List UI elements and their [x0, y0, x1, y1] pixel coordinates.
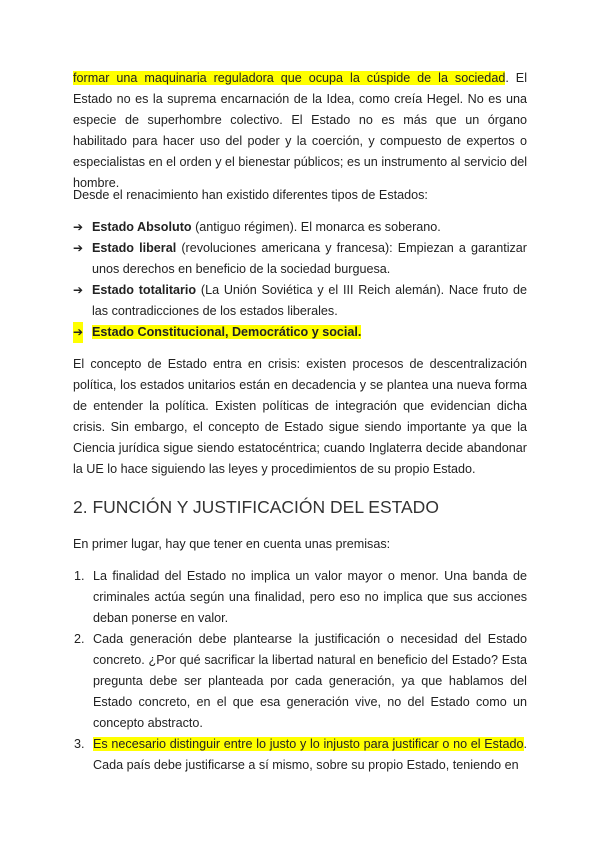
intro-text: . El Estado no es la suprema encarnación de la Idea, como creía Hegel. No es una especie de superhombre colectivo. El Estado no es más que un órgano habilitado para hacer uso del poder y la coerción, y compuesto de expertos o especialistas en el orden y el bienestar públicos; es un instrumento al servicio del hombre. [73, 71, 527, 190]
types-intro: Desde el renacimiento han existido diferentes tipos de Estados: [73, 188, 428, 202]
intro-highlight: formar una maquinaria reguladora que ocupa la cúspide de la sociedad [73, 71, 506, 85]
arrow-icon: ➔ [73, 322, 83, 343]
state-type-name: Estado totalitario [92, 283, 197, 297]
list-item [73, 217, 527, 238]
list-item [73, 238, 527, 280]
state-types-list [73, 217, 527, 343]
intro-paragraph [73, 68, 527, 194]
premises-intro: En primer lugar, hay que tener en cuenta unas premisas: [73, 537, 391, 551]
arrow-icon: ➔ [73, 283, 84, 297]
state-type-name: Estado Absoluto [92, 220, 192, 234]
state-type-desc: (antiguo régimen). El monarca es soberano. [191, 220, 441, 234]
list-item [73, 566, 527, 629]
state-type-name: Estado Constitucional, Democrático y social. [92, 325, 362, 339]
crisis-paragraph: El concepto de Estado entra en crisis: existen procesos de descentralización política, los estados unitarios están en decadencia y se plantea una nueva forma de entender la política. Existen políticas de integración que evidencian dicha crisis. Sin embargo, el concepto de Estado sigue siendo importante ya que la Ciencia jurídica sigue siendo estatocéntrica; cuando Inglaterra decide abandonar la UE lo hace siguiendo las leyes y procedimientos de su propio Estado. [73, 357, 527, 476]
item-number: 3. [74, 737, 85, 751]
arrow-icon: ➔ [73, 241, 84, 255]
item-number: 2. [74, 632, 85, 646]
premise-highlight: Es necesario distinguir entre lo justo y lo injusto para justificar o no el Estado [93, 737, 524, 751]
arrow-icon: ➔ [73, 220, 84, 234]
state-type-name: Estado liberal [92, 241, 177, 255]
list-item [73, 629, 527, 734]
premises-list [73, 566, 527, 776]
item-number: 1. [74, 569, 85, 583]
premise-text: . Cada país debe justificarse a sí mismo, sobre su propio Estado, teniendo en [93, 737, 527, 772]
list-item [73, 280, 527, 322]
list-item [73, 734, 527, 776]
premise-text: Cada generación debe plantearse la justificación o necesidad del Estado concreto. ¿Por qué sacrificar la libertad natural en beneficio del Estado? Esta pregunta debe ser planteada por cada generación, ya que hablamos del Estado concreto, en el que esa generación vive, no del Estado como un concepto abstracto. [93, 632, 527, 730]
state-type-desc: (revoluciones americana y francesa): Empiezan a garantizar unos derechos en beneficio de la sociedad burguesa. [92, 241, 527, 276]
premise-text: La finalidad del Estado no implica un valor mayor o menor. Una banda de criminales actúa según una finalidad, pero eso no implica que sus acciones deban ponerse en valor. [93, 569, 527, 625]
state-type-desc: (La Unión Soviética y el III Reich alemán). Nace fruto de las contradicciones de los estados liberales. [92, 283, 527, 318]
section-heading: 2. FUNCIÓN Y JUSTIFICACIÓN DEL ESTADO [73, 497, 439, 517]
list-item [73, 322, 527, 343]
